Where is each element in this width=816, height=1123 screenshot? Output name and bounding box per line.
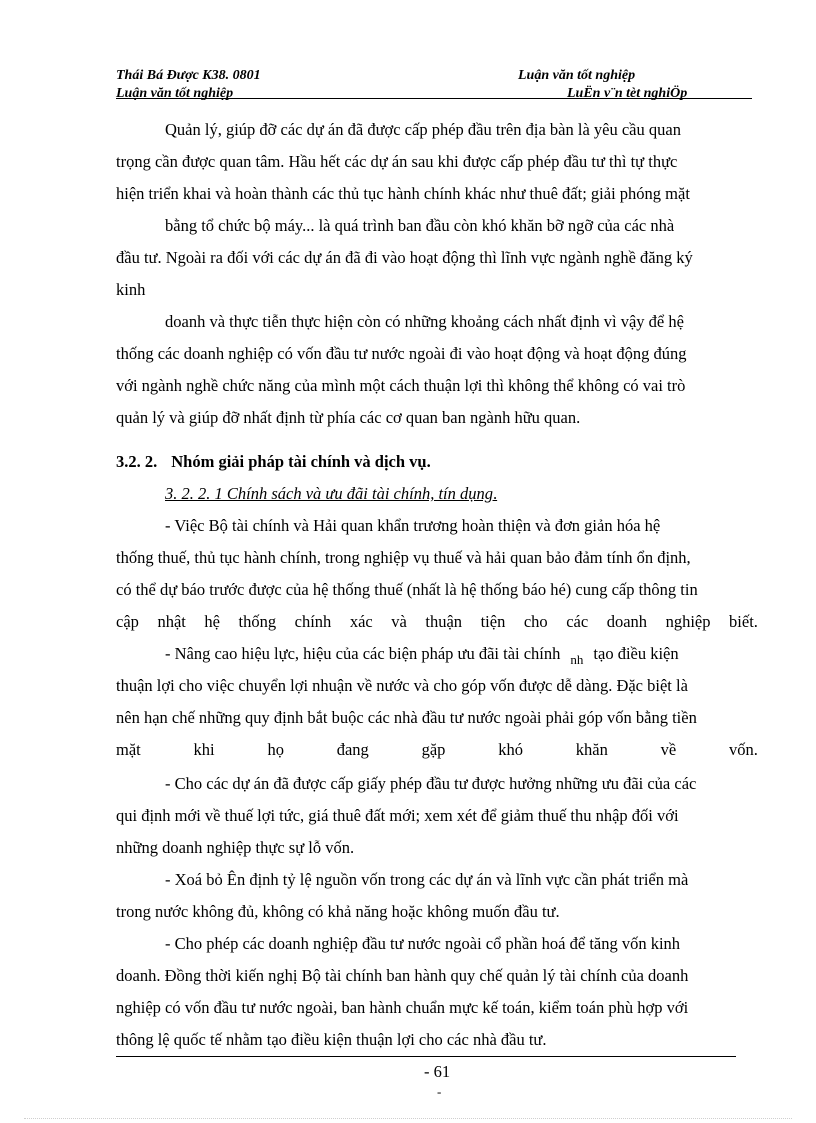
word: khó: [498, 740, 523, 759]
header-rule: [116, 98, 752, 99]
word: các: [566, 612, 589, 631]
bullet-line: - Cho các dự án đã được cấp giấy phép đầu tư được hưởng những ưu đãi của các: [165, 774, 697, 793]
word: vốn.: [729, 740, 758, 759]
word: khăn: [575, 740, 608, 759]
header-title-garbled: LuËn v¨n tèt nghiÖp: [567, 86, 688, 101]
bullet-line: có thể dự báo trước được của hệ thống thuế (nhất là hệ thống báo hé) cung cấp thông tin: [116, 580, 698, 599]
paragraph-line: thống các doanh nghiệp có vốn đầu tư nước ngoài đi vào hoạt động và hoạt động đúng: [116, 344, 687, 363]
word: thống: [238, 612, 277, 631]
word: xác: [349, 612, 373, 631]
paragraph-line: hiện triển khai và hoàn thành các thủ tục hành chính khác như thuê đất; giải phóng mặt: [116, 184, 690, 203]
paragraph-line: trọng cần được quan tâm. Hầu hết các dự án sau khi được cấp phép đầu tư thì tự thực: [116, 152, 678, 171]
paragraph-line: Quản lý, giúp đỡ các dự án đã được cấp phép đầu trên địa bàn là yêu cầu quan: [165, 120, 681, 139]
bullet-line: - Cho phép các doanh nghiệp đầu tư nước ngoài cổ phần hoá để tăng vốn kinh: [165, 934, 681, 953]
header-author: Thái Bá Được K38. 0801: [116, 68, 261, 83]
page-dash: -: [437, 1084, 442, 1099]
bullet-text: - Nâng cao hiệu lực, hiệu của các biện pháp ưu đãi tài chính: [165, 644, 561, 663]
page-bottom-border: [24, 1118, 792, 1119]
section-number: 3.2. 2.: [116, 452, 158, 471]
word: biết.: [729, 612, 758, 631]
section-title: Nhóm giải pháp tài chính và dịch vụ.: [171, 452, 431, 471]
footer-rule: [116, 1056, 736, 1057]
page-number: - 61: [424, 1062, 451, 1081]
paragraph-line: quản lý và giúp đỡ nhất định từ phía các cơ quan ban ngành hữu quan.: [116, 408, 581, 427]
word: và: [391, 612, 407, 631]
paragraph-line: bằng tổ chức bộ máy... là quá trình ban đầu còn khó khăn bỡ ngỡ của các nhà: [165, 216, 675, 235]
paragraph-line: đầu tư. Ngoài ra đối với các dự án đã đi vào hoạt động thì lĩnh vực ngành nghề đăng ký: [116, 248, 693, 267]
justified-line: [116, 740, 758, 760]
word: doanh: [606, 612, 648, 631]
bullet-line: doanh. Đồng thời kiến nghị Bộ tài chính ban hành quy chế quản lý tài chính của doanh: [116, 966, 689, 985]
bullet-line: trong nước không đủ, không có khả năng hoặc không muốn đầu tư.: [116, 902, 560, 921]
word: gặp: [421, 740, 446, 759]
bullet-line: nghiệp có vốn đầu tư nước ngoài, ban hành chuẩn mực kế toán, kiểm toán phù hợp với: [116, 998, 689, 1017]
section-heading: [116, 452, 431, 472]
word: cập: [116, 612, 139, 631]
paragraph-line: doanh và thực tiễn thực hiện còn có những khoảng cách nhất định vì vậy để hệ: [165, 312, 684, 331]
bullet-text: tạo điều kiện: [593, 644, 679, 663]
word: họ: [267, 740, 284, 759]
subsection-heading: [165, 484, 497, 504]
word: hệ: [204, 612, 220, 631]
word: khi: [193, 740, 215, 759]
bullet-line: qui định mới về thuế lợi tức, giá thuê đất mới; xem xét để giảm thuế thu nhập đối với: [116, 806, 679, 825]
bullet-line: thông lệ quốc tế nhằm tạo điều kiện thuận lợi cho các nhà đầu tư.: [116, 1030, 547, 1049]
bullet-line: thuận lợi cho việc chuyển lợi nhuận về nước và cho góp vốn được dễ dàng. Đặc biệt là: [116, 676, 688, 695]
subsection-title: 3. 2. 2. 1 Chính sách và ưu đãi tài chính, tín dụng: [165, 484, 493, 503]
word: về: [660, 740, 677, 759]
paragraph-line: với ngành nghề chức năng của mình một cách thuận lợi thì không thể không có vai trò: [116, 376, 686, 395]
justified-line: [116, 612, 758, 632]
subsection-end: .: [493, 484, 498, 503]
word: chính: [294, 612, 332, 631]
bullet-line: [165, 644, 679, 665]
bullet-line: - Xoá bỏ Ên định tỷ lệ nguồn vốn trong các dự án và lĩnh vực cần phát triển mà: [165, 870, 689, 889]
header-title-right: Luận văn tốt nghiệp: [518, 68, 636, 83]
word: mặt: [116, 740, 141, 759]
word: nhật: [157, 612, 186, 631]
word: thuận: [425, 612, 463, 631]
bullet-line: thống thuế, thủ tục hành chính, trong nghiệp vụ thuế và hải quan bảo đảm tính ổn định,: [116, 548, 691, 567]
word: tiện: [480, 612, 506, 631]
word: nghiệp: [665, 612, 711, 631]
header-title-left: Luận văn tốt nghiệp: [116, 86, 234, 101]
subscript-fragment: nh: [570, 652, 584, 667]
word: cho: [523, 612, 548, 631]
bullet-line: - Việc Bộ tài chính và Hải quan khẩn trương hoàn thiện và đơn giản hóa hệ: [165, 516, 661, 535]
bullet-line: những doanh nghiệp thực sự lỗ vốn.: [116, 838, 355, 857]
word: đang: [336, 740, 369, 759]
bullet-line: nên hạn chế những quy định bắt buộc các nhà đầu tư nước ngoài phải góp vốn bằng tiền: [116, 708, 697, 727]
paragraph-line: kinh: [116, 280, 146, 299]
